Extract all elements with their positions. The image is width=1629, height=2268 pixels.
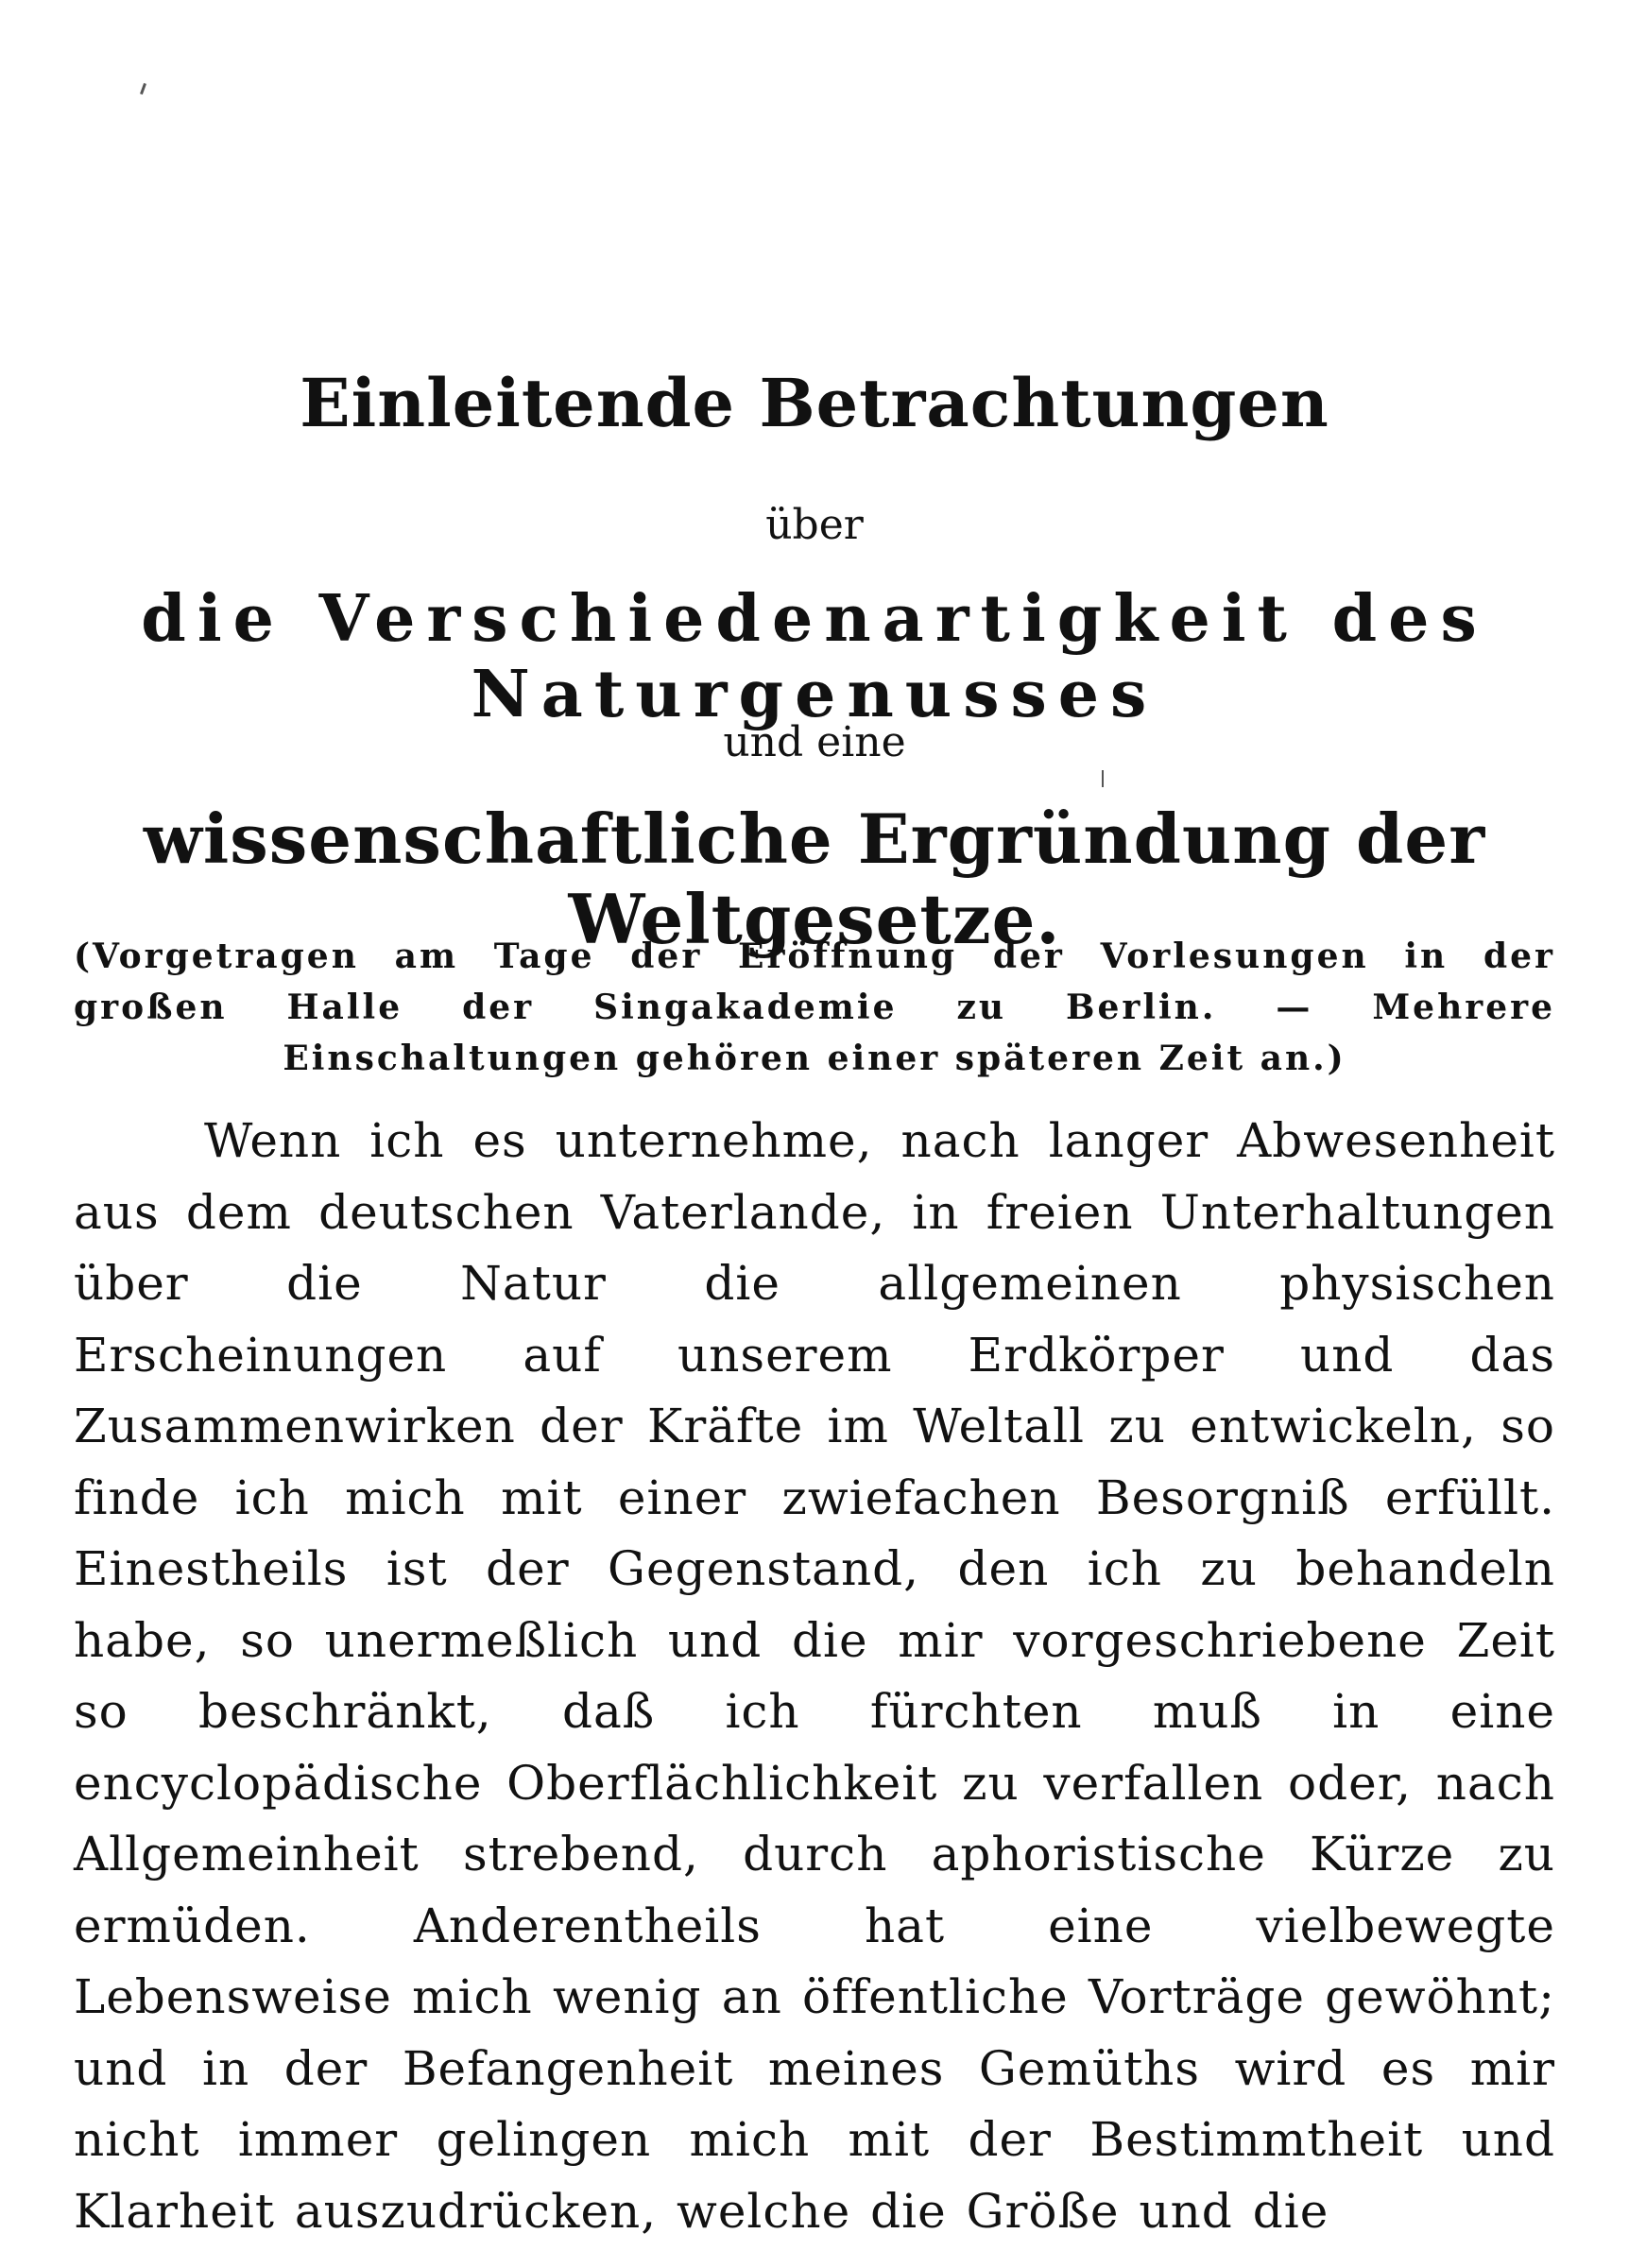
margin-mark <box>140 83 146 94</box>
title-connector: über <box>765 501 864 549</box>
chapter-title: Einleitende Betrachtungen <box>300 364 1329 442</box>
margin-mark <box>1102 770 1104 787</box>
title-subject: die Verschiedenartigkeit des Naturgenusses <box>141 581 1488 732</box>
title-subject-2: wissenschaftliche Ergründung der Weltgesetze. <box>143 799 1486 959</box>
body-paragraph: Wenn ich es unternehme, nach langer Abwesenheit aus dem deutschen Vaterlande, in freien Unterhaltungen über die Natur die allgemeinen physischen Erscheinungen auf unserem Erdkörper und das Zusammenwirken der Kräfte im Weltall zu entwickeln, so finde ich mich mit einer zwiefachen Besorgniß erfüllt. Einestheils ist der Gegenstand, den ich zu behandeln habe, so unermeßlich und die mir vorgeschriebene Zeit so beschränkt, daß ich fürchten muß in eine encyclopädische Oberflächlichkeit zu verfallen oder, nach Allgemeinheit strebend, durch aphoristische Kürze zu ermüden. Anderentheils hat eine vielbewegte Lebensweise mich wenig an öffentliche Vorträge gewöhnt; und in der Befangenheit meines Gemüths wird es mir nicht immer gelingen mich mit der Bestimmtheit und Klarheit auszudrücken, welche die Größe und die <box>74 1113 1555 2239</box>
lecture-note: (Vorgetragen am Tage der Eröffnung der Vorlesungen in der großen Halle der Singakademie zu Berlin. — Mehrere Einschaltungen gehören einer späteren Zeit an.) <box>74 936 1555 1078</box>
title-connector-2: und eine <box>723 718 906 766</box>
